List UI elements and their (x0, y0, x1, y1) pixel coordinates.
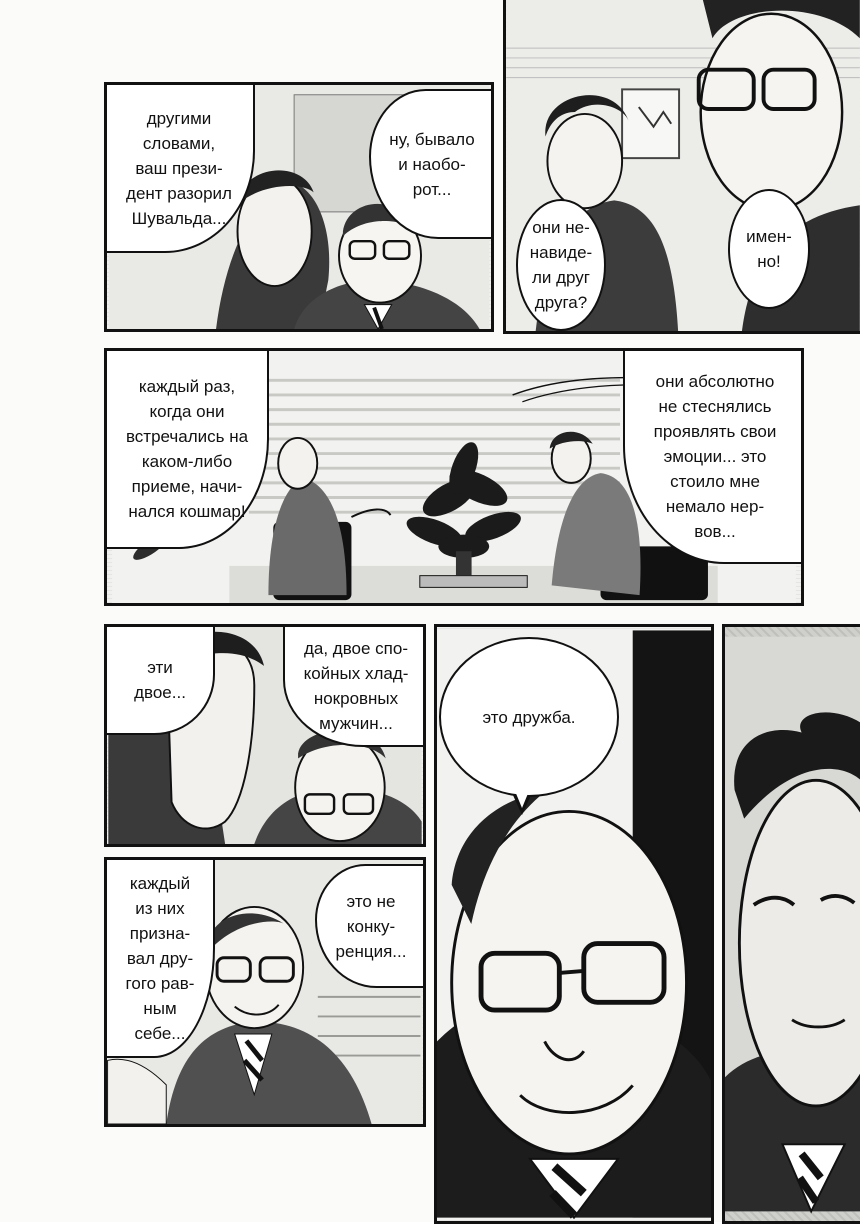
speech-bubble-p5-b: это не конку- ренция... (315, 864, 426, 988)
panel-2 (503, 0, 860, 334)
panel-6 (434, 624, 714, 1224)
panel-5 (104, 857, 426, 1127)
speech-bubble-p2-b: имен- но! (728, 189, 810, 309)
panel-3 (104, 348, 804, 606)
panel-1 (104, 82, 494, 332)
speech-bubble-p3-a: каждый раз, когда они встречались на каком-либо приеме, начи- нался кошмар! (105, 349, 269, 549)
speech-bubble-p1-b: ну, бывало и наобо- рот... (369, 89, 494, 239)
speech-bubble-p2-a: они не- навиде- ли друг друга? (516, 199, 606, 331)
speech-bubble-p6-a-tail-fill (515, 791, 529, 808)
speech-bubble-p6-a: это дружба. (439, 637, 619, 797)
speech-bubble-p1-a: другими словами, ваш прези- дент разорил Шувальда... (105, 83, 255, 253)
speech-bubble-p4-a: эти двое... (105, 625, 215, 735)
speech-bubble-p4-b: да, двое спо- койных хлад- нокровных мужчин... (283, 625, 426, 747)
panel-7-art (725, 627, 860, 1221)
speech-bubble-p5-a: каждый из них призна- вал дру- гого рав- ным себе... (105, 858, 215, 1058)
panel-4 (104, 624, 426, 847)
speech-bubble-p3-b: они абсолютно не стеснялись проявлять свои эмоции... это стоило мне немало нер- вов... (623, 349, 804, 564)
panel-7 (722, 624, 860, 1224)
